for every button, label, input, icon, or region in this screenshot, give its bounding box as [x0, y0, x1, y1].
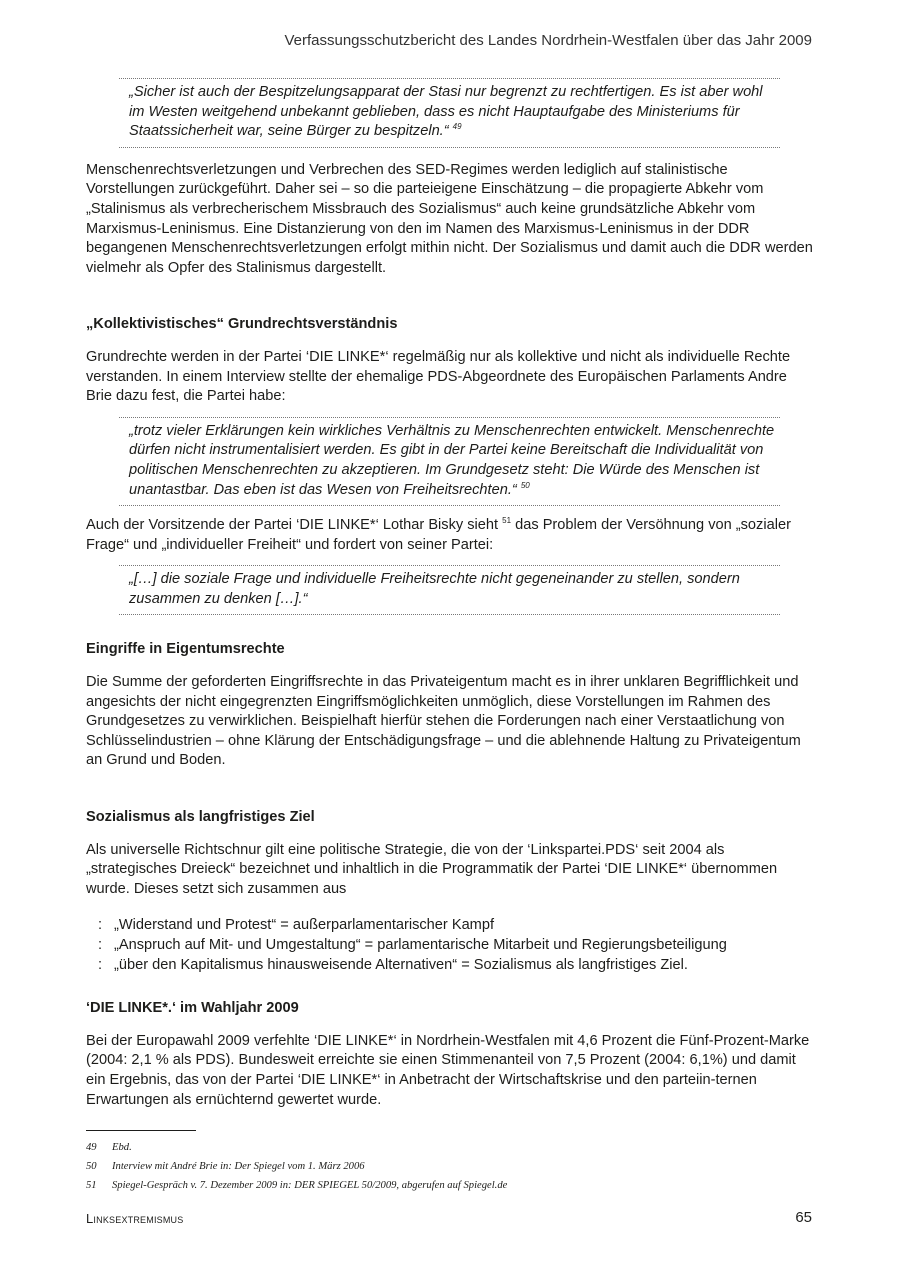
- heading-wahljahr: ‘DIE LINKE*.‘ im Wahljahr 2009: [86, 1000, 299, 1017]
- footnote-item: 49 Ebd.: [86, 1142, 132, 1153]
- heading-eigentum: Eingriffe in Eigentumsrechte: [86, 641, 285, 658]
- footnote-divider: [86, 1130, 196, 1131]
- page-content: [86, 78, 814, 1110]
- paragraph-text: Auch der Vorsitzende der Partei ‘DIE LINKE*‘ Lothar Bisky sieht: [86, 517, 499, 534]
- paragraph-grundrechte: Grundrechte werden in der Partei ‘DIE LINKE*‘ regelmäßig nur als kollektive und nicht als individuelle Rechte verstanden. In einem Interview stellte der ehemalige PDS-Abgeordnete des Europäischen Parlaments Andre Brie dazu fest, die Partei habe:: [86, 348, 791, 405]
- page-number: 65: [795, 1209, 812, 1226]
- quote-soziale-frage: [119, 565, 780, 615]
- paragraph-text: Bei der Europawahl 2009 verfehlte ‘DIE LINKE*‘ in Nordrhein-Westfalen mit 4,6 Prozent die Fünf-Prozent-Marke (2004: 2,1 % als PDS). Bundesweit erreichte sie einen Stimmenanteil von 7,5 Prozent (2004: 6,1%) und damit ein Ergebnis, das von der Partei ‘DIE LINKE*‘ in Anbetracht der Wirtschaftskrise und den parteiin-: [86, 1032, 810, 1088]
- paragraph-text: ternen Erwartungen: [86, 1071, 757, 1108]
- quote-stasi: [119, 78, 780, 148]
- paragraph-dreieck: Als universelle Richtschnur gilt eine politische Strategie, die von der ‘Linkspartei.PDS‘ seit 2004 als „strategisches Dreieck“ bezeichnet und inhaltlich in die Programmatik der Partei ‘DIE LINKE*‘ übernommen wurde. Dieses setzt sich zusammen aus: [86, 841, 778, 897]
- footnote-ref: 49: [452, 122, 462, 132]
- quote-text: „Sicher ist auch der Bespitzelungsapparat der Stasi nur begrenzt zu rechtfertigen. Es ist aber wohl im Westen weitgehend unbekannt geblieben, dass es nicht Hauptaufgabe des Ministeriums für Staatssicherheit war, seine Bürger zu bespitzeln.“: [129, 84, 763, 140]
- list-item: : „Anspruch auf Mit- und Umgestaltung“ = parlamentarische Mitarbeit und Regierungsbeteiligung: [98, 936, 814, 956]
- list-item: : „Widerstand und Protest“ = außerparlamentarischer Kampf: [98, 916, 814, 936]
- footnote-item: 50 Interview mit André Brie in: Der Spiegel vom 1. März 2006: [86, 1161, 365, 1172]
- heading-sozialismus: Sozialismus als langfristiges Ziel: [86, 809, 315, 826]
- heading-grundrecht: „Kollektivistisches“ Grundrechtsverständnis: [86, 316, 398, 333]
- paragraph-eigentum: Die Summe der geforderten Eingriffsrechte in das Privateigentum macht es in ihrer unklaren Begrifflichkeit und angesichts der nicht eingegrenzten Eingriffsmöglichkeiten unmöglich, diese Vorstellungen im Rahmen des Grundgesetzes zu verwirklichen. Beispielhaft hierfür stehen die Forderungen nach einer Verstaatlichung von Schlüsselindustrien – ohne Klärung der Entschädigungsfrage – und die ablehnende Haltung zu Privateigentum an Grund und Boden.: [86, 674, 801, 769]
- paragraph-bisky: [86, 516, 814, 555]
- paragraph-text: als ernüchternd gewertet wurde.: [168, 1091, 382, 1108]
- paragraph-text: das Problem der Versöhnung von „sozialer Frage“ und „individueller Freiheit“ und fordert von seiner Partei:: [86, 517, 791, 553]
- footnotes: [86, 1138, 814, 1195]
- list-item: : „über den Kapitalismus hinausweisende Alternativen“ = Sozialismus als langfristiges Ziel.: [98, 956, 814, 976]
- quote-text: „[…] die soziale Frage und individuelle Freiheitsrechte nicht gegeneinander zu stellen, sondern zusammen zu denken […].“: [129, 571, 740, 607]
- paragraph-sed: Menschenrechtsverletzungen und Verbrechen des SED-Regimes werden lediglich auf stalinistische Vorstellungen zurückgeführt. Daher sei – so die parteieigene Einschätzung – die propagierte Abkehr vom „Stalinismus als verbrecherischem Missbrauch des Sozialismus“ auch keine grundsätzliche Abkehr vom Marxismus-Leninismus. Eine Distanzierung von den im Namen des Marxismus-Leninismus in der DDR begangenen Menschenrechtsverletzungen erfolgt mithin nicht. Der Sozialismus und damit auch die DDR werden vielmehr als Opfer des Stalinismus dargestellt.: [86, 161, 813, 276]
- footnote-item: 51 Spiegel-Gespräch v. 7. Dezember 2009 in: DER SPIEGEL 50/2009, abgerufen auf Spiegel.de: [86, 1180, 508, 1191]
- footnote-ref: 51: [502, 516, 512, 526]
- paragraph-europawahl: [86, 1032, 814, 1110]
- quote-text: „trotz vieler Erklärungen kein wirkliches Verhältnis zu Menschenrechten entwickelt. Menschenrechte dürfen nicht instrumentalisiert werden. Es gibt in der Partei keine Bereitschaft die Individualität von politischen Menschenrechten zu akzeptieren. Im Grundgesetz steht: Die Würde des Menschen ist unantastbar. Das eben ist das Wesen von Freiheitsrechten.“: [129, 422, 775, 498]
- footer-section: Linksextremismus: [86, 1211, 184, 1226]
- page-header: Verfassungsschutzbericht des Landes Nordrhein-Westfalen über das Jahr 2009: [284, 32, 812, 49]
- footnote-ref: 50: [520, 480, 530, 490]
- quote-brie: [119, 417, 780, 506]
- strategy-list: [86, 916, 814, 975]
